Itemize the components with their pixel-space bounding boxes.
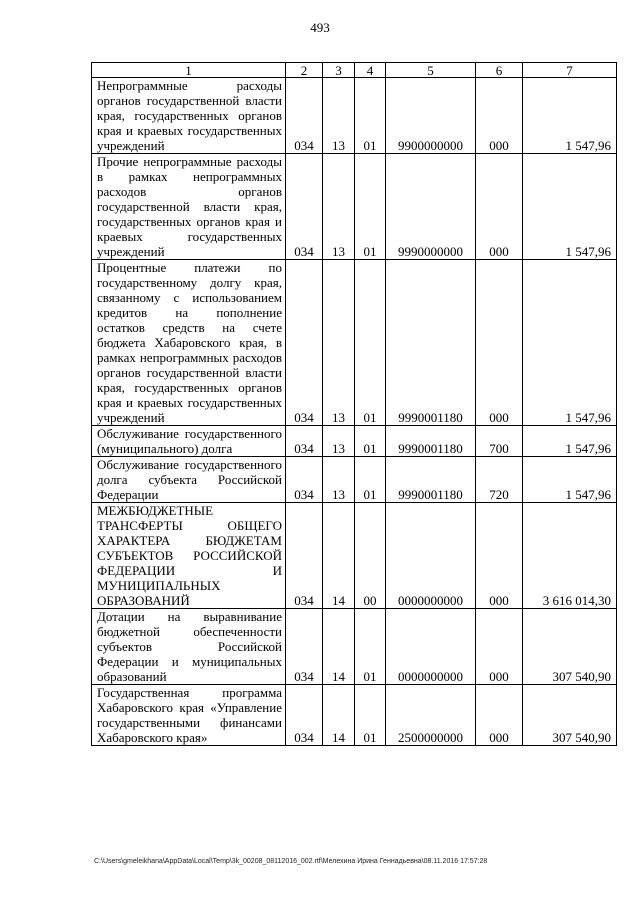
row-name: Процентные платежи по государственному долгу края, связанному с использованием кредитов на пополнение остатков средств на счете бюджета Хабаровского края, в рамках непрограммных расходов органов государственной власти края, государственных органов края и краевых государственных учреждений (92, 260, 286, 426)
row-ministry: 034 (286, 609, 323, 685)
row-name: МЕЖБЮДЖЕТНЫЕ ТРАНСФЕРТЫ ОБЩЕГО ХАРАКТЕРА БЮДЖЕТАМ СУБЪЕКТОВ РОССИЙСКОЙ ФЕДЕРАЦИИ И МУНИЦИПАЛЬНЫХ ОБРАЗОВАНИЙ (92, 503, 286, 609)
row-amount: 1 547,96 (523, 260, 617, 426)
row-section: 13 (323, 154, 355, 260)
header-col-7: 7 (523, 63, 617, 78)
row-subsection: 01 (355, 685, 386, 746)
row-amount: 1 547,96 (523, 154, 617, 260)
header-col-3: 3 (323, 63, 355, 78)
row-amount: 307 540,90 (523, 685, 617, 746)
row-name: Прочие непрограммные расходы в рамках непрограммных расходов органов государственной власти края, государственных органов края и краевых государственных учреждений (92, 154, 286, 260)
row-ministry: 034 (286, 260, 323, 426)
table-row (92, 457, 617, 503)
table-row (92, 426, 617, 457)
row-target-article: 2500000000 (386, 685, 476, 746)
row-ministry: 034 (286, 78, 323, 154)
row-subsection: 01 (355, 154, 386, 260)
row-subsection: 01 (355, 426, 386, 457)
row-name: Дотации на выравнивание бюджетной обеспеченности субъектов Российской Федерации и муниципальных образований (92, 609, 286, 685)
row-amount: 307 540,90 (523, 609, 617, 685)
row-name: Обслуживание государственного (муниципального) долга (92, 426, 286, 457)
page-number: 493 (310, 20, 330, 35)
row-section: 13 (323, 457, 355, 503)
row-amount: 1 547,96 (523, 78, 617, 154)
header-row (92, 63, 617, 78)
row-expense-type: 000 (476, 78, 523, 154)
row-name: Непрограммные расходы органов государственной власти края, государственных органов края и краевых государственных учреждений (92, 78, 286, 154)
row-target-article: 9990001180 (386, 426, 476, 457)
row-ministry: 034 (286, 503, 323, 609)
row-target-article: 9990001180 (386, 260, 476, 426)
row-ministry: 034 (286, 154, 323, 260)
row-amount: 3 616 014,30 (523, 503, 617, 609)
row-section: 13 (323, 426, 355, 457)
row-name: Обслуживание государственного долга субъекта Российской Федерации (92, 457, 286, 503)
row-target-article: 9900000000 (386, 78, 476, 154)
row-expense-type: 000 (476, 609, 523, 685)
row-subsection: 01 (355, 260, 386, 426)
row-amount: 1 547,96 (523, 457, 617, 503)
table-row (92, 154, 617, 260)
row-subsection: 01 (355, 457, 386, 503)
header-col-6: 6 (476, 63, 523, 78)
row-expense-type: 720 (476, 457, 523, 503)
row-section: 14 (323, 609, 355, 685)
row-subsection: 01 (355, 78, 386, 154)
row-target-article: 9990000000 (386, 154, 476, 260)
row-subsection: 00 (355, 503, 386, 609)
row-section: 13 (323, 260, 355, 426)
row-expense-type: 700 (476, 426, 523, 457)
row-target-article: 0000000000 (386, 609, 476, 685)
row-section: 14 (323, 685, 355, 746)
row-amount: 1 547,96 (523, 426, 617, 457)
row-ministry: 034 (286, 457, 323, 503)
row-section: 13 (323, 78, 355, 154)
row-expense-type: 000 (476, 685, 523, 746)
header-col-5: 5 (386, 63, 476, 78)
row-target-article: 9990001180 (386, 457, 476, 503)
row-ministry: 034 (286, 426, 323, 457)
file-path-footer: C:\Users\gmeleikhana\AppData\Local\Temp\3k_00208_08112016_002.rtf\Мелехина Ирина Геннадьевна\08.11.2016 17:57:28 (94, 858, 488, 865)
table-row (92, 685, 617, 746)
header-col-4: 4 (355, 63, 386, 78)
row-expense-type: 000 (476, 154, 523, 260)
row-subsection: 01 (355, 609, 386, 685)
row-section: 14 (323, 503, 355, 609)
header-col-2: 2 (286, 63, 323, 78)
table-row (92, 78, 617, 154)
header-col-1: 1 (92, 63, 286, 78)
table-row (92, 260, 617, 426)
row-expense-type: 000 (476, 260, 523, 426)
row-target-article: 0000000000 (386, 503, 476, 609)
table-row (92, 609, 617, 685)
row-name: Государственная программа Хабаровского края «Управление государственными финансами Хабаровского края» (92, 685, 286, 746)
row-expense-type: 000 (476, 503, 523, 609)
row-ministry: 034 (286, 685, 323, 746)
budget-table (91, 62, 617, 746)
table-row (92, 503, 617, 609)
